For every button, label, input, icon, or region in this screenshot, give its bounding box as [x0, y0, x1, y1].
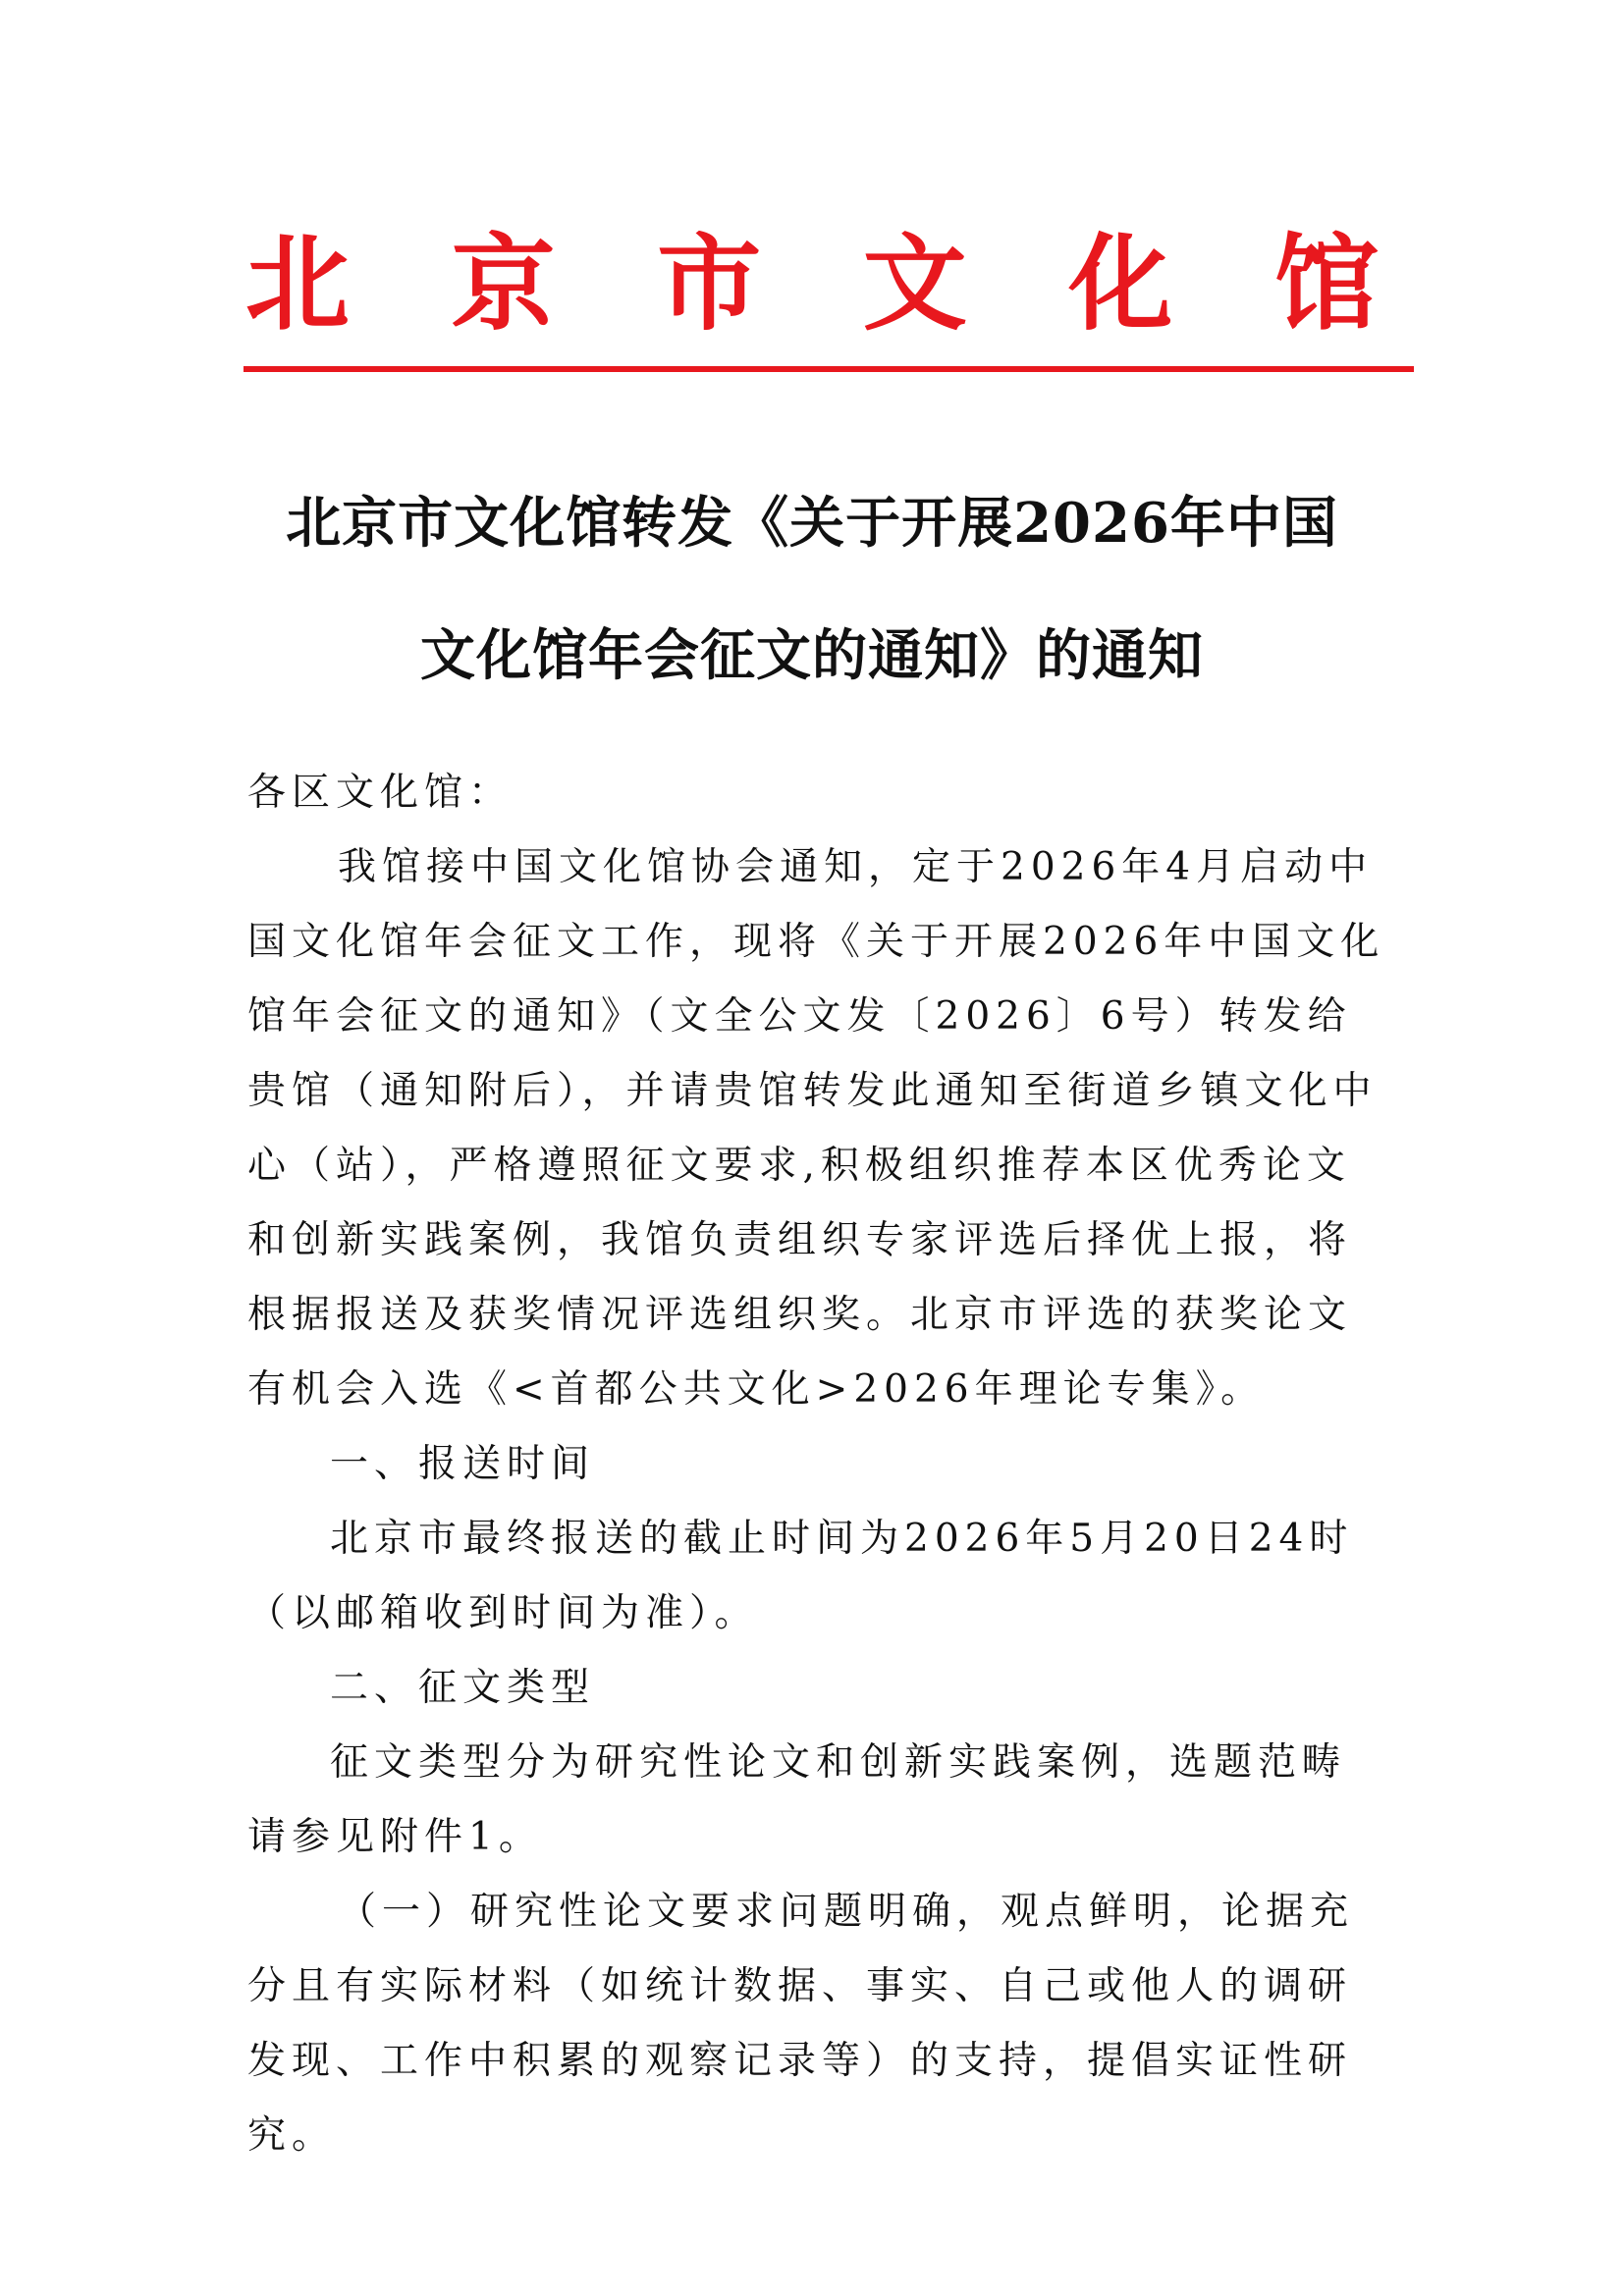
- masthead-char: 文: [862, 224, 967, 345]
- document-body: [247, 756, 1386, 2173]
- section-1-paragraph: 北京市最终报送的截止时间为2026年5月20日24时（以邮箱收到时间为准）。: [247, 1517, 1354, 1635]
- masthead-char: 市: [657, 224, 762, 345]
- intro-paragraph: 我馆接中国文化馆协会通知，定于2026年4月启动中国文化馆年会征文工作，现将《关于开展2026年中国文化馆年会征文的通知》（文全公文发〔2026〕6号）转发给贵馆（通知附后），并请贵馆转发此通知至街道乡镇文化中心（站），严格遵照征文要求,积极组织推荐本区优秀论文和创新实践案例，我馆负责组织专家评选后择优上报，将根据报送及获奖情况评选组织奖。北京市评选的获奖论文有机会入选《<首都公共文化>2026年理论专集》。: [247, 845, 1385, 1412]
- document-title-line-2: 文化馆年会征文的通知》的通知: [420, 623, 1204, 688]
- masthead-title: [245, 216, 1379, 353]
- section-2-heading: 二、征文类型: [330, 1666, 596, 1710]
- section-1-heading: 一、报送时间: [330, 1442, 596, 1486]
- masthead-char: 北: [245, 224, 350, 345]
- section-2-paragraph: 征文类型分为研究性论文和创新实践案例，选题范畴请参见附件1。: [247, 1740, 1347, 1859]
- masthead-char: 馆: [1273, 224, 1379, 345]
- section-2-subsection-1: （一）研究性论文要求问题明确，观点鲜明，论据充分且有实际材料（如统计数据、事实、自己或他人的调研发现、工作中积累的观察记录等）的支持，提倡实证性研究。: [247, 1890, 1355, 2158]
- masthead-char: 京: [451, 224, 556, 345]
- masthead-char: 化: [1068, 224, 1173, 345]
- salutation: 各区文化馆：: [247, 771, 514, 815]
- masthead-divider: [244, 366, 1414, 372]
- document-title-line-1: 北京市文化馆转发《关于开展2026年中国: [286, 491, 1338, 556]
